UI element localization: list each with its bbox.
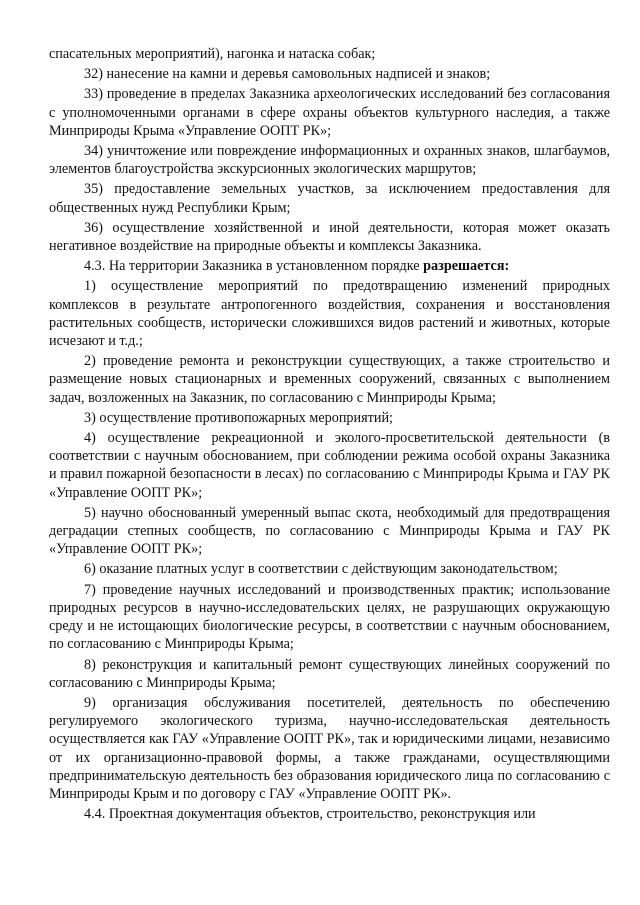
allowed-item-1: 1) осуществление мероприятий по предотвращению изменений природных комплексов в результате антропогенного воздействия, сохранения и восстановления растительных сообществ, исторически сложившихся видов растений и животных, которые исчезают и т.д.; bbox=[49, 278, 610, 350]
list-item-33: 33) проведение в пределах Заказника археологических исследований без согласования с уполномоченными органами в сфере охраны объектов культурного наследия, а также Минприроды Крыма «Управление ООПТ РК»; bbox=[49, 86, 610, 139]
allowed-item-8: 8) реконструкция и капитальный ремонт существующих линейных сооружений по согласованию с Минприроды Крыма; bbox=[49, 656, 610, 691]
allowed-item-6: 6) оказание платных услуг в соответствии с действующим законодательством; bbox=[84, 561, 558, 578]
allowed-item-9: 9) организация обслуживания посетителей, деятельность по обеспечению регулируемого экологического туризма, научно-исследовательская деятельность осуществляется как ГАУ «Управление ООПТ РК», так и юридическими лицами, независимо от их организационно-правовой формы, а также гражданами, осуществляющими предпринимательскую деятельность без образования юридического лица по согласованию с Минприроды Крым и по договору с ГАУ «Управление ООПТ РК». bbox=[49, 694, 610, 802]
section-4-3-bold-word: разрешается: bbox=[423, 258, 510, 275]
allowed-item-4: 4) осуществление рекреационной и эколого-просветительской деятельности (в соответствии с научным обоснованием, при соблюдении режима особой охраны Заказника и правил пожарной безопасности в лесах) по согласованию с Минприроды Крыма и ГАУ РК «Управление ООПТ РК»; bbox=[49, 430, 610, 501]
paragraph-continuation: спасательных мероприятий), нагонка и натаска собак; bbox=[49, 46, 376, 62]
allowed-item-7: 7) проведение научных исследований и производственных практик; использование природных ресурсов в научно-исследовательских целях, не разрушающих окружающую среду и не истощающих биологические ресурсы, в соответствии с научным обоснованием, по согласованию с Минприроды Крыма; bbox=[49, 581, 610, 653]
section-4-3-text: 4.3. На территории Заказника в установленном порядке bbox=[84, 258, 424, 275]
allowed-item-5: 5) научно обоснованный умеренный выпас скота, необходимый для предотвращения деградации степных сообществ, по согласованию с Минприроды Крыма и ГАУ РК «Управление ООПТ РК»; bbox=[49, 504, 610, 558]
list-item-35: 35) предоставление земельных участков, за исключением предоставления для общественных нужд Республики Крым; bbox=[49, 181, 610, 216]
allowed-item-3: 3) осуществление противопожарных мероприятий; bbox=[84, 409, 393, 426]
list-item-34: 34) уничтожение или повреждение информационных и охранных знаков, шлагбаумов, элементов благоустройства экскурсионных экологических маршрутов; bbox=[49, 143, 610, 178]
allowed-item-2: 2) проведение ремонта и реконструкции существующих, а также строительство и размещение новых стационарных и временных сооружений, связанных с выполнением задач, возложенных на Заказник, по согласованию с Минприроды Крыма; bbox=[49, 353, 610, 406]
section-4-4-start: 4.4. Проектная документация объектов, строительство, реконструкция или bbox=[84, 806, 536, 823]
section-4-3-heading bbox=[49, 257, 610, 275]
list-item-32: 32) нанесение на камни и деревья самовольных надписей и знаков; bbox=[84, 66, 491, 83]
list-item-36: 36) осуществление хозяйственной и иной деятельности, которая может оказать негативное воздействие на природные объекты и комплексы Заказника. bbox=[49, 219, 610, 255]
